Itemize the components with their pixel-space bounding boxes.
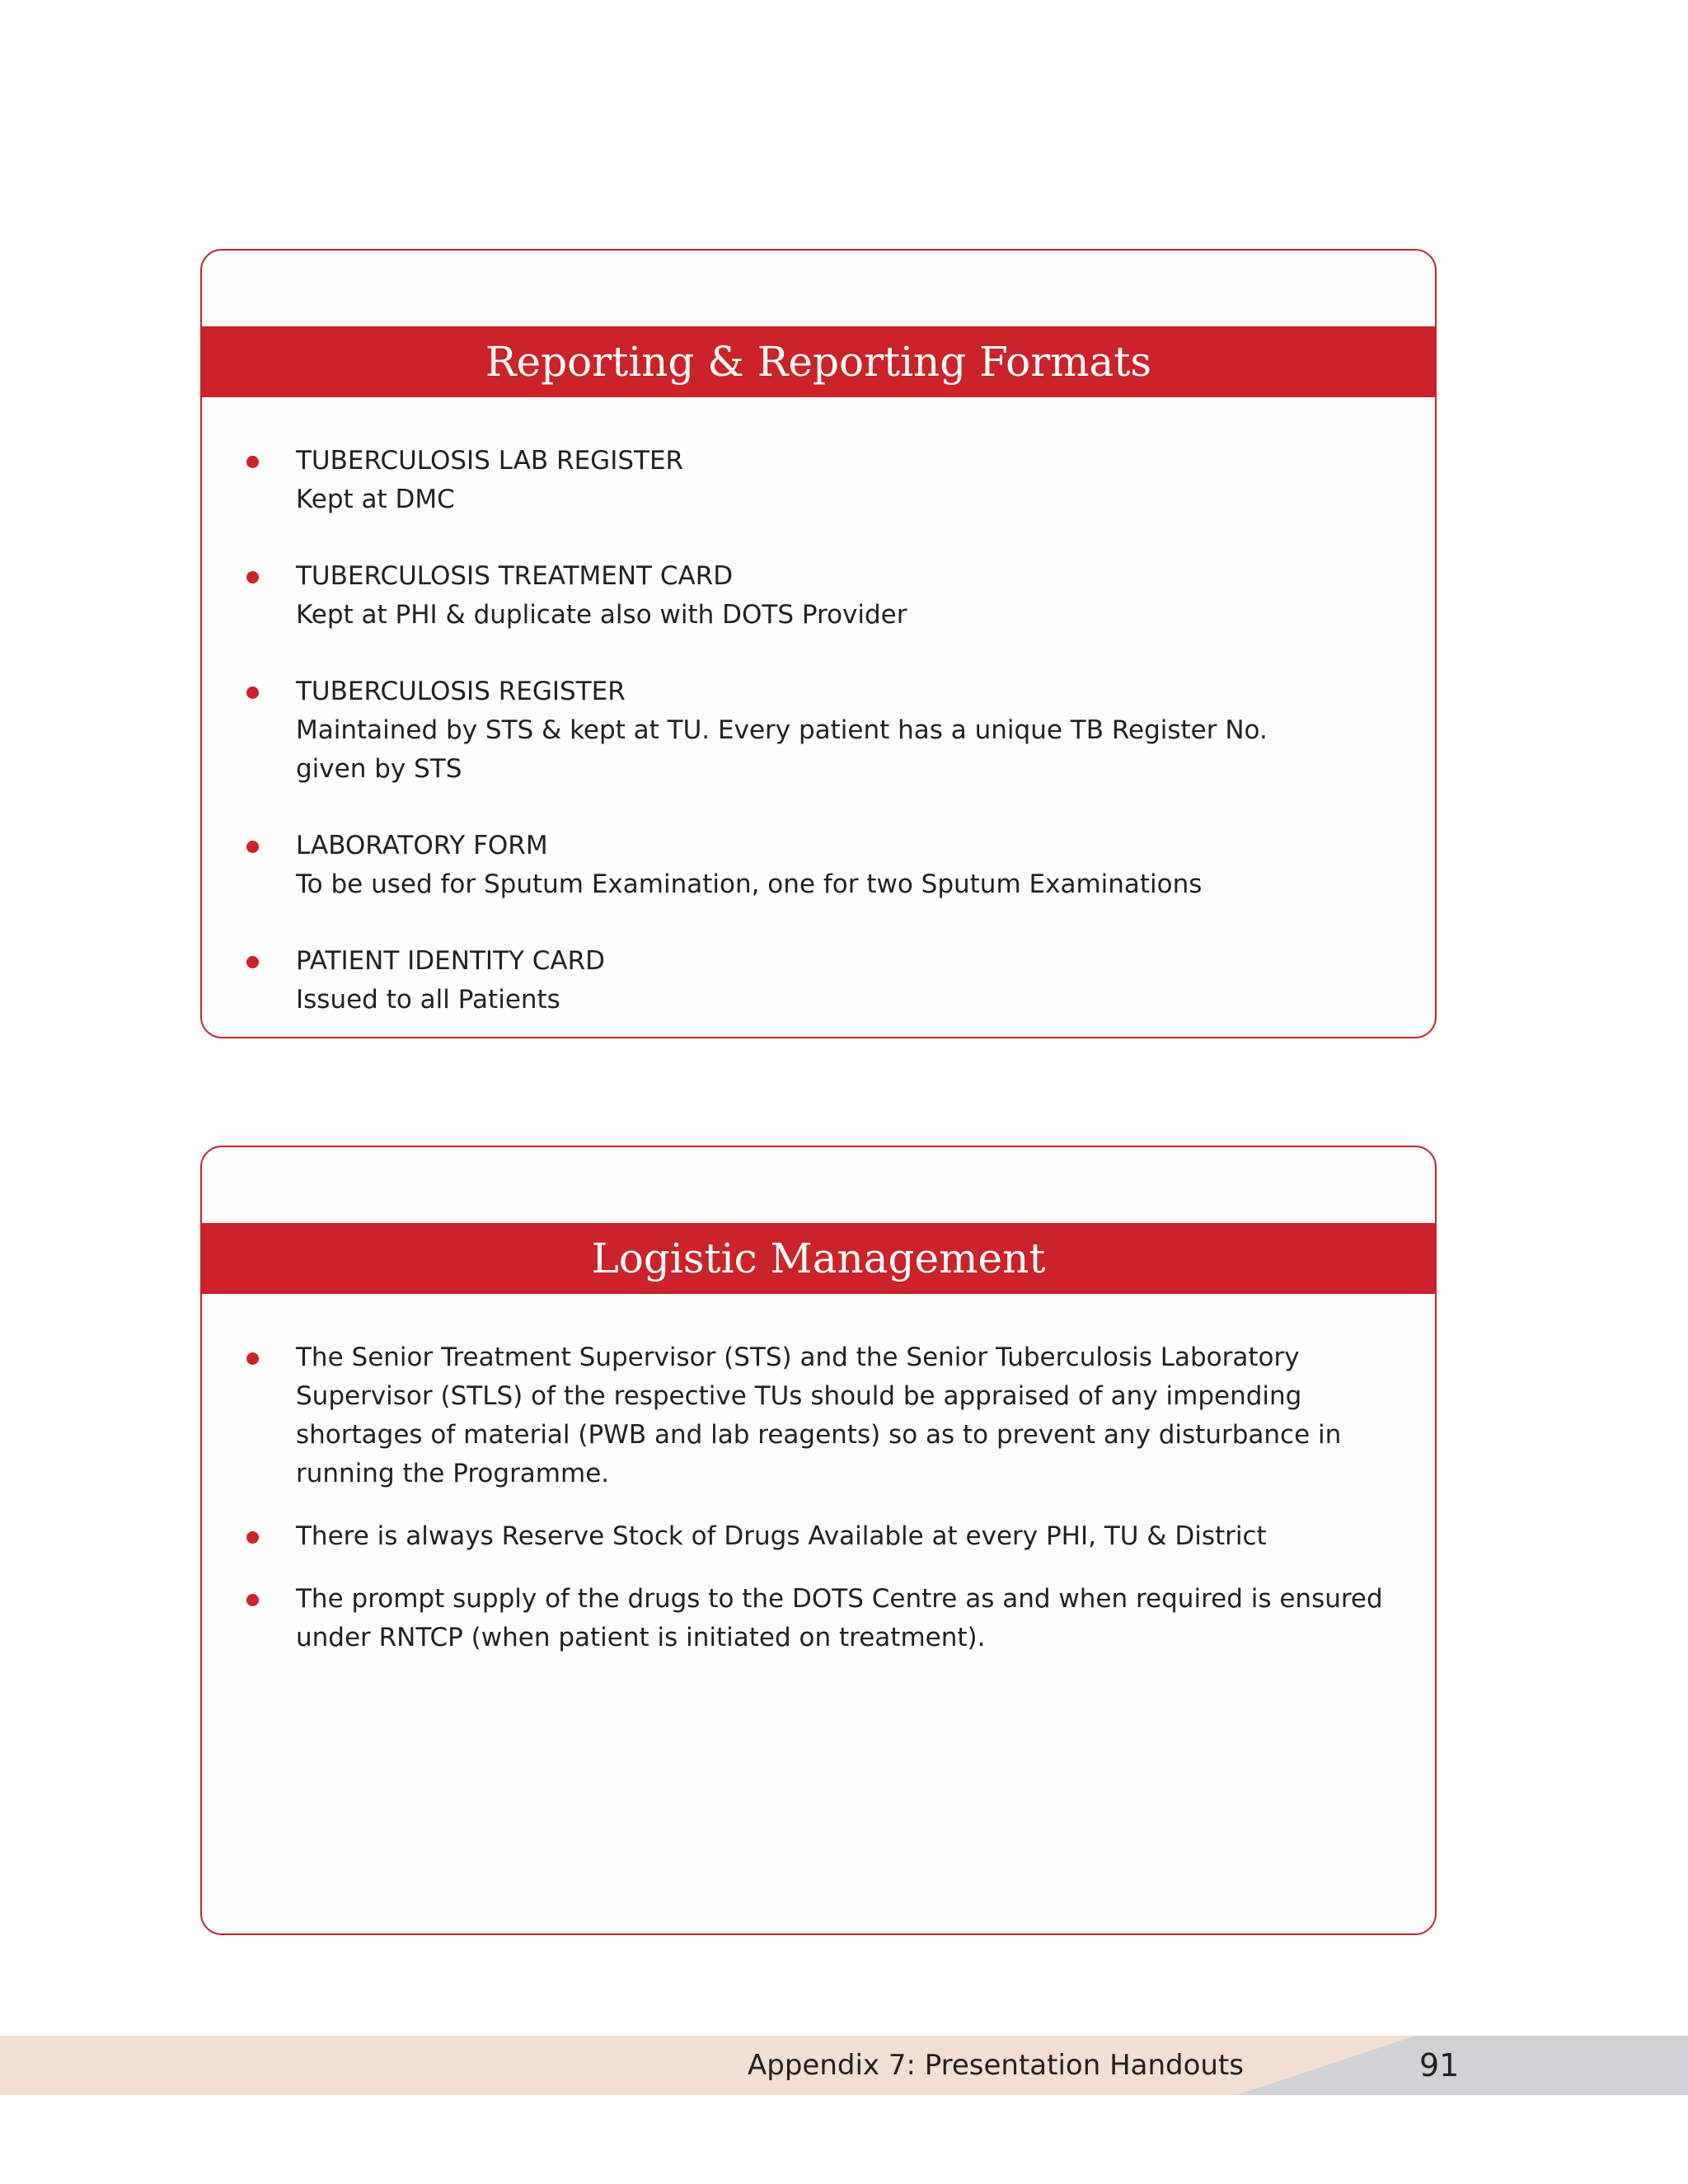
- page-number: 91: [1419, 2047, 1460, 2083]
- slide-logistic-management: [200, 1146, 1437, 1935]
- item-title: TUBERCULOSIS TREATMENT CARD: [296, 561, 734, 591]
- list-item: [202, 827, 1435, 904]
- bullet-icon: [246, 841, 259, 853]
- bullet-icon: [246, 956, 259, 968]
- item-title: TUBERCULOSIS LAB REGISTER: [296, 446, 684, 476]
- bullet-list: [202, 442, 1435, 1057]
- item-title: PATIENT IDENTITY CARD: [296, 946, 606, 976]
- bullet-icon: [246, 1594, 259, 1606]
- item-text: Maintained by STS & kept at TU. Every patient has a unique TB Register No. given by STS: [296, 715, 1268, 784]
- list-item: [202, 1580, 1435, 1657]
- list-item: [202, 1338, 1435, 1493]
- bullet-icon: [246, 456, 259, 468]
- slide-title: Logistic Management: [200, 1223, 1437, 1294]
- list-item: [202, 942, 1435, 1019]
- bullet-list: [202, 1338, 1435, 1681]
- bullet-icon: [246, 571, 259, 583]
- footer-section-title: Appendix 7: Presentation Handouts: [748, 2049, 1245, 2082]
- footer-band: [0, 2036, 1688, 2095]
- bullet-icon: [246, 1352, 259, 1365]
- item-text: The Senior Treatment Supervisor (STS) and the Senior Tuberculosis Laboratory Supervisor (STLS) of the respective TUs should be appraised of any impending shortages of material (PWB and lab reagents) so as to prevent any disturbance in running the Programme.: [296, 1343, 1342, 1488]
- item-title: LABORATORY FORM: [296, 831, 548, 860]
- item-text: Issued to all Patients: [296, 985, 560, 1015]
- slide-reporting-formats: [200, 249, 1437, 1038]
- item-text: There is always Reserve Stock of Drugs Available at every PHI, TU & District: [296, 1521, 1267, 1551]
- item-text: Kept at DMC: [296, 485, 455, 514]
- list-item: [202, 1517, 1435, 1556]
- bullet-icon: [246, 687, 259, 699]
- list-item: [202, 442, 1435, 519]
- bullet-icon: [246, 1531, 259, 1544]
- item-text: Kept at PHI & duplicate also with DOTS Provider: [296, 600, 907, 630]
- slide-title: Reporting & Reporting Formats: [200, 326, 1437, 397]
- item-text: The prompt supply of the drugs to the DOTS Centre as and when required is ensured under RNTCP (when patient is initiated on treatment).: [296, 1584, 1383, 1652]
- list-item: [202, 673, 1435, 789]
- list-item: [202, 557, 1435, 635]
- item-text: To be used for Sputum Examination, one for two Sputum Examinations: [296, 869, 1203, 899]
- item-title: TUBERCULOSIS REGISTER: [296, 677, 626, 706]
